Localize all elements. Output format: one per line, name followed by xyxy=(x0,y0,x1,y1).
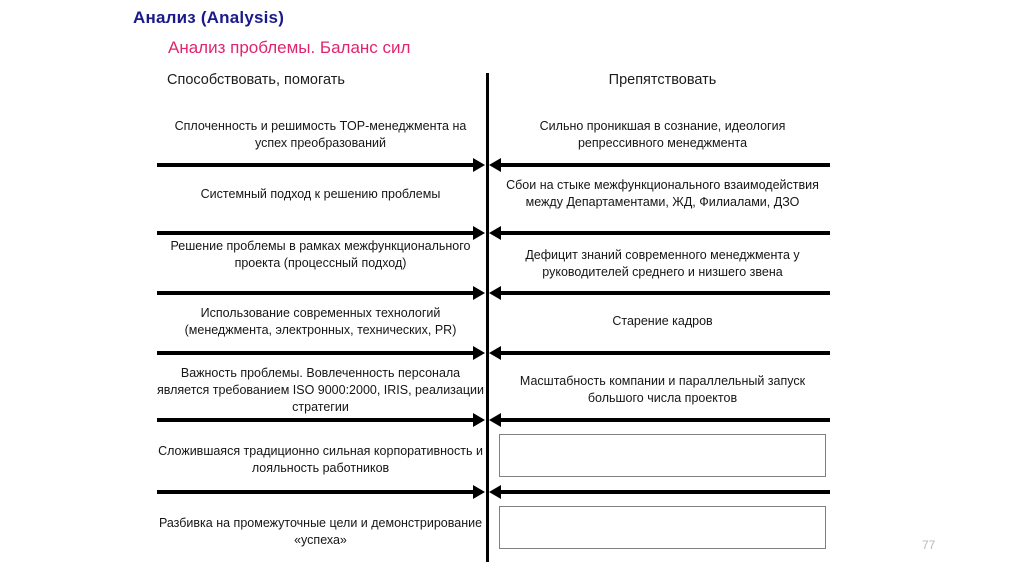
arrow-head-right-3 xyxy=(489,286,501,300)
row-3-helping-text: Решение проблемы в рамках межфункционального проекта (процессный подход) xyxy=(170,239,471,270)
page-number: 77 xyxy=(922,538,936,552)
arrow-shaft-right-3 xyxy=(501,291,830,295)
row-2-hindering-text: Сбои на стыке межфункционального взаимодействия между Департаментами, ЖД, Филиалами, ДЗО xyxy=(506,178,819,209)
row-divider-5 xyxy=(0,413,1024,427)
row-5-hindering-text: Масштабность компании и параллельный запуск большого числа проектов xyxy=(519,374,806,405)
row-1-helping-text: Сплоченность и решимость TOP-менеджмента на успех преобразований xyxy=(174,119,467,150)
center-axis-line xyxy=(486,73,489,562)
row-4-helping-text: Использование современных технологий (менеджмента, электронных, технических, PR) xyxy=(184,306,457,337)
arrow-shaft-right-2 xyxy=(501,231,830,235)
arrow-shaft-left-6 xyxy=(157,490,473,494)
arrow-shaft-left-3 xyxy=(157,291,473,295)
arrow-shaft-right-4 xyxy=(501,351,830,355)
row-divider-2 xyxy=(0,226,1024,240)
arrow-shaft-left-5 xyxy=(157,418,473,422)
column-header-helping: Способствовать, помогать xyxy=(167,72,345,88)
row-divider-3 xyxy=(0,286,1024,300)
arrow-shaft-right-1 xyxy=(501,163,830,167)
row-7-helping-text: Разбивка на промежуточные цели и демонстрирование «успеха» xyxy=(158,516,483,547)
row-divider-4 xyxy=(0,346,1024,360)
arrow-shaft-right-6 xyxy=(501,490,830,494)
row-2-helping-text: Системный подход к решению проблемы xyxy=(200,187,441,201)
column-header-hindering: Препятствовать xyxy=(608,72,717,88)
row-6-helping-text: Сложившаяся традиционно сильная корпоративность и лояльность работников xyxy=(158,444,483,475)
arrow-head-right-1 xyxy=(489,158,501,172)
arrow-head-right-2 xyxy=(489,226,501,240)
arrow-head-right-5 xyxy=(489,413,501,427)
row-7-hindering-empty-box[interactable] xyxy=(499,506,826,549)
row-4-hindering-text: Старение кадров xyxy=(612,314,713,328)
arrow-head-right-6 xyxy=(489,485,501,499)
arrow-head-left-6 xyxy=(473,485,485,499)
arrow-head-left-3 xyxy=(473,286,485,300)
arrow-head-left-1 xyxy=(473,158,485,172)
arrow-shaft-right-5 xyxy=(501,418,830,422)
row-1-hindering-text: Сильно проникшая в сознание, идеология репрессивного менеджмента xyxy=(539,119,786,150)
arrow-shaft-left-2 xyxy=(157,231,473,235)
arrow-head-right-4 xyxy=(489,346,501,360)
page-subtitle: Анализ проблемы. Баланс сил xyxy=(168,38,411,57)
row-divider-6 xyxy=(0,485,1024,499)
arrow-shaft-left-4 xyxy=(157,351,473,355)
row-3-hindering-text: Дефицит знаний современного менеджмента у руководителей среднего и низшего звена xyxy=(525,248,800,279)
row-5-helping-text: Важность проблемы. Вовлеченность персонала является требованием ISO 9000:2000, IRIS, реализации стратегии xyxy=(157,366,484,414)
arrow-head-left-4 xyxy=(473,346,485,360)
row-divider-1 xyxy=(0,158,1024,172)
page-title: Анализ (Analysis) xyxy=(133,8,285,27)
row-6-hindering-empty-box[interactable] xyxy=(499,434,826,477)
arrow-shaft-left-1 xyxy=(157,163,473,167)
